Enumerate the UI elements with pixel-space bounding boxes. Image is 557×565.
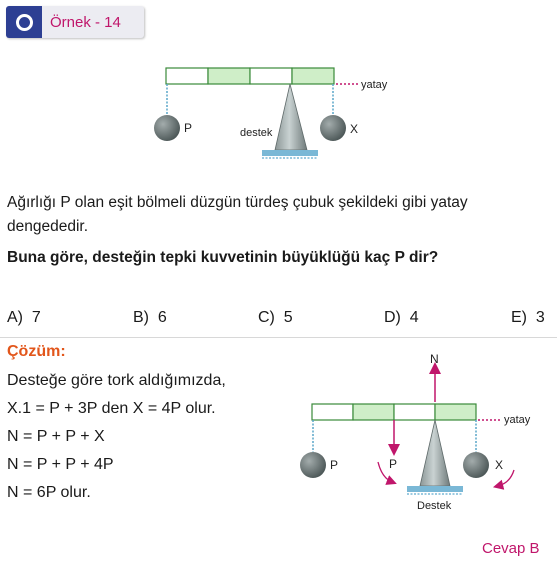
solution-title: Çözüm: <box>7 343 66 360</box>
solution-line-1: Desteğe göre tork aldığımızda, <box>7 372 226 389</box>
yatay-label: yatay <box>361 79 388 91</box>
destek-label: destek <box>240 127 273 139</box>
support-cone-2 <box>420 420 450 486</box>
solution-line-3: N = P + P + X <box>7 428 105 445</box>
answer-label: Cevap B <box>482 540 540 557</box>
example-label: Örnek - 14 <box>50 14 121 31</box>
yatay-label-2: yatay <box>504 414 531 426</box>
ball-p-label: P <box>184 121 193 135</box>
solution-line-4: N = P + P + 4P <box>7 456 114 473</box>
n-label: N <box>430 352 439 366</box>
destek-label-2: Destek <box>417 500 452 512</box>
question-line-2: dengededir. <box>7 218 89 235</box>
question-line-1: Ağırlığı P olan eşit bölmeli düzgün türdeş çubuk şekildeki gibi yatay <box>7 194 468 211</box>
solution-line-2: X.1 = P + 3P den X = 4P olur. <box>7 400 216 417</box>
support-base-2 <box>407 486 463 492</box>
ball-x-label-2: X <box>495 458 504 472</box>
rod-2 <box>312 404 476 420</box>
torque-arc-right-icon <box>498 470 514 486</box>
choice-c: C) 5 <box>258 309 293 326</box>
choice-e: E) 3 <box>511 309 545 326</box>
ball-x-label: X <box>350 122 359 136</box>
choice-a: A) 7 <box>7 309 41 326</box>
ball-p-label-2: P <box>330 458 339 472</box>
question-prompt: Buna göre, desteğin tepki kuvvetinin büyüklüğü kaç P dir? <box>7 249 439 266</box>
choice-b: B) 6 <box>133 309 167 326</box>
ball-x-2 <box>463 452 489 478</box>
solution-line-5: N = 6P olur. <box>7 484 91 501</box>
choice-d: D) 4 <box>384 309 419 326</box>
rod-weight-label: P <box>389 457 398 471</box>
ball-p-2 <box>300 452 326 478</box>
